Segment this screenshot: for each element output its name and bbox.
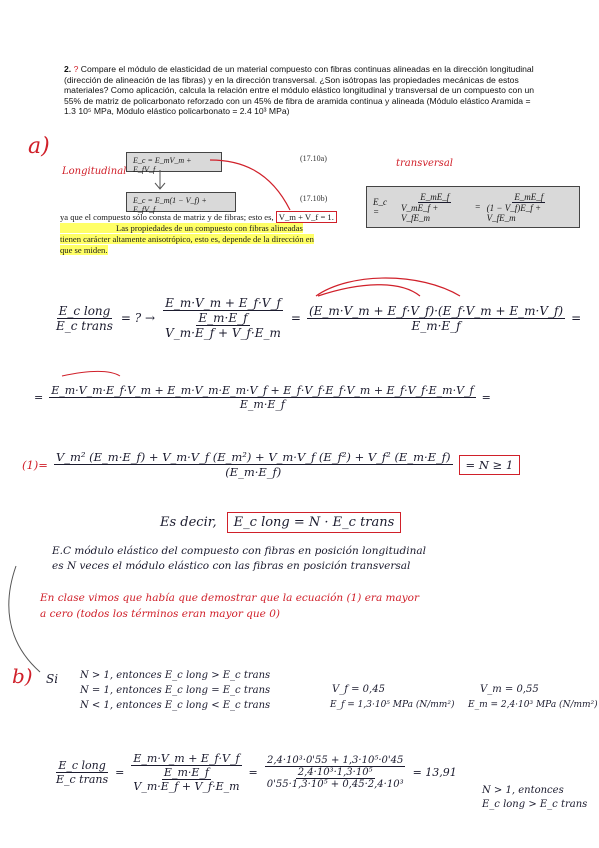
calc-den-num: E_m·E_f — [163, 766, 209, 779]
calculation-line: $\frac{\text{E\_c long}}{\text{E\_c trans}}$ = $\frac{E\_m\cdot V\_m + E\_f\cdot V\_f}{\frac{E\_m\cdot E\_f}{V\_m\cdot E\_f + V\_f\cdot E\_m}}$ = $\frac{\text{2,4·10³·0'55 + 1,3·10⁵·0'45}}{\frac{\text{2,4·10³·1,3·10⁵}}{\text{0'55·1,3·10⁵ + 0,45·2,4·10³}}}$ = 13,91 — [56, 752, 457, 793]
transversal-label: transversal — [396, 158, 453, 169]
derivation-line-2: = E_m·V_m·E_f·V_m + E_m·V_m·E_m·V_f + E_f·V_f·E_f·V_m + E_f·V_f·E_m·V_f E_m·E_f = — [34, 384, 491, 411]
eq1-den: (E_m·E_f) — [225, 465, 282, 479]
calc-lhs-den: E_c trans — [56, 773, 109, 786]
book-line-2: Las propiedades de un compuesto con fibras alineadas — [60, 223, 303, 233]
book-line-1: ya que el compuesto sólo consta de matriz y de fibras; esto es, — [60, 212, 274, 222]
calc-n-den-den: 0'55·1,3·10⁵ + 0,45·2,4·10³ — [266, 779, 404, 790]
eq1-num: V_m² (E_m·E_f) + V_m·V_f (E_m²) + V_m·V_f (E_f²) + V_f² (E_m·E_f) — [55, 450, 451, 464]
deriv-den1-num: E_m·E_f — [198, 311, 248, 325]
deriv-num-1: E_m·V_m + E_f·V_f — [165, 296, 281, 310]
longitudinal-label: Longitudinal — [62, 166, 127, 177]
explanation-note — [52, 544, 426, 574]
book-line-4: que se miden. — [60, 245, 108, 255]
conclusion-line-1: N > 1, entonces — [482, 785, 564, 796]
eq-num-a: (17.10a) — [300, 154, 327, 163]
es-decir-equation: E_c long = N · E_c trans — [227, 512, 402, 533]
note-line-2: es N veces el módulo elástico con las fibras en posición transversal — [52, 560, 411, 572]
calc-n-den-num: 2,4·10³·1,3·10⁵ — [297, 767, 373, 778]
note-line-1: E.C módulo elástico del compuesto con fibras en posición longitudinal — [52, 545, 427, 557]
es-decir-text: Es decir, — [160, 515, 217, 530]
transverse-num-1: E_mE_f — [420, 191, 450, 202]
equation-17-10b: E_c = E_m(1 − V_f) + E_fV_f — [126, 192, 236, 212]
equation-1 — [22, 450, 520, 479]
transverse-den-1: V_mE_f + V_fE_m — [401, 202, 439, 223]
eq-num-b: (17.10b) — [300, 194, 328, 203]
transverse-equation-box: E_c = $\frac{E\_mE\_f}{V\_mE\_f + V\_fE\_m}$ = $\frac{E\_mE\_f}{(1 - V\_f)E\_f + V\_fE\_m}$ — [366, 186, 580, 228]
deriv-num-2: (E_m·V_m + E_f·V_f)·(E_f·V_m + E_m·V_f) — [308, 303, 564, 318]
book-vm-vf: V_m + V_f = 1. — [276, 211, 337, 223]
transverse-den-2: (1 − V_f)E_f + V_fE_m — [486, 202, 542, 223]
part-a-label: a) — [28, 134, 50, 159]
problem-text: Compare el módulo de elasticidad de un material compuesto con fibras continuas alineadas en la dirección longitudinal (dirección de alineación de las fibras) y en la dirección transversal. ¿Son isótropas las propiedades mecánicas de estos materiales? Como aplicación, calcula la relación entre el módulo elástico longitudinal y transversal de un compuesto con un 55% de matriz de policarbonato reforzado con un 45% de fibra de aramida continua y alineada (Módulo elástico Aramida = 1.3 10⁵ MPa, Módulo elástico policarbonato = 2.4 10³ MPa) — [64, 64, 535, 117]
eq1-result: = N ≥ 1 — [459, 455, 521, 475]
calc-lhs-num: E_c long — [58, 759, 106, 772]
conclusion-line-2: E_c long > E_c trans — [482, 799, 588, 810]
problem-number: 2. — [64, 64, 72, 74]
ratio-num: E_c long — [58, 303, 111, 318]
calc-num: E_m·V_m + E_f·V_f — [133, 752, 240, 765]
ratio-question: = ? → — [120, 311, 156, 325]
transverse-num-2: E_mE_f — [514, 191, 544, 202]
book-excerpt — [60, 212, 360, 256]
es-decir-line — [160, 512, 401, 533]
book-line-3: tienen carácter altamente anisotrópico, esto es, depende de la dirección en — [60, 234, 314, 244]
vf-value: V_f = 0,45 — [332, 684, 385, 695]
calc-den-den: V_m·E_f + V_f·E_m — [133, 780, 240, 793]
class-note — [40, 590, 419, 622]
conclusion — [482, 784, 587, 812]
deriv-den1-den: V_m·E_f + V_f·E_m — [165, 326, 281, 340]
red-note-1: En clase vimos que había que demostrar que la ecuación (1) era mayor — [40, 592, 420, 604]
calc-n-num: 2,4·10³·0'55 + 1,3·10⁵·0'45 — [266, 755, 404, 766]
cases-block — [80, 668, 270, 713]
line2-den: E_m·E_f — [239, 398, 285, 411]
deriv-den-2: E_m·E_f — [411, 318, 461, 333]
question-mark-icon: ? — [73, 64, 79, 74]
transverse-eq-lhs: E_c = — [373, 197, 387, 217]
derivation-line-1: $\frac{\text{E\_c long}}{\text{E\_c trans}}$ = ? → $\frac{E\_m\cdot V\_m + E\_f\cdot V\_f}{\frac{E\_m\cdot E\_f}{V\_m\cdot E\_f + V\_f\cdot E\_m}}$ = $\frac{(E\_m\cdot V\_m + E\_f\cdot V\_f)\cdot(E\_f\cdot V\_m + E\_m\cdot V\_f)}{E\_m\cdot E\_f}$ = — [56, 296, 582, 340]
case-3: N < 1, entonces E_c long < E_c trans — [80, 700, 271, 711]
equation-17-10a: E_c = E_mV_m + E_fV_f — [126, 152, 222, 172]
case-2: N = 1, entonces E_c long = E_c trans — [80, 685, 271, 696]
line2-num: E_m·V_m·E_f·V_m + E_m·V_m·E_m·V_f + E_f·V_f·E_f·V_m + E_f·V_f·E_m·V_f — [51, 384, 474, 397]
case-1: N > 1, entonces E_c long > E_c trans — [80, 670, 271, 681]
vm-value: V_m = 0,55 — [480, 684, 539, 695]
part-b-label: b) — [12, 664, 33, 688]
eq1-label: (1)= — [22, 457, 48, 472]
calc-result: = 13,91 — [412, 766, 457, 779]
ef-value: E_f = 1,3·10⁵ MPa (N/mm²) — [330, 700, 455, 710]
em-value: E_m = 2,4·10³ MPa (N/mm²) — [468, 700, 598, 710]
red-note-2: a cero (todos los términos eran mayor que 0) — [40, 608, 280, 620]
si-text: Si — [46, 672, 59, 686]
ratio-den: E_c trans — [56, 318, 113, 333]
